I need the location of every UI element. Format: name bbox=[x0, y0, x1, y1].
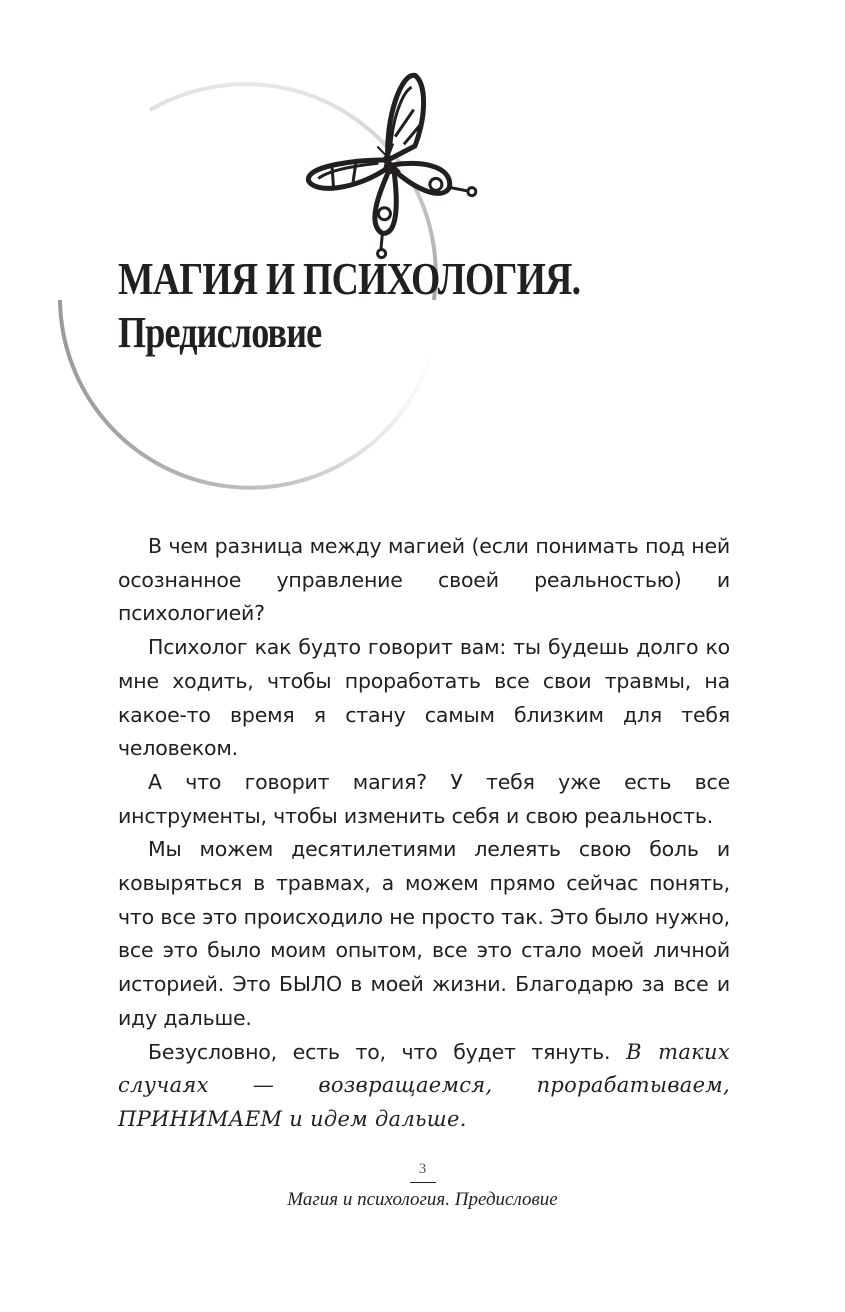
paragraph: В чем разница между магией (если понимать под ней осознанное управление своей реальностью) и психологией? bbox=[118, 534, 730, 626]
page-number-rule bbox=[410, 1182, 436, 1183]
chapter-title-sub: Предисловие bbox=[118, 308, 322, 357]
chapter-title bbox=[118, 252, 682, 360]
page-footer bbox=[0, 1160, 845, 1211]
paragraph: А что говорит магия? У тебя уже есть все инструменты, чтобы изменить себя и свою реальность. bbox=[118, 769, 730, 828]
paragraph-emphasis: В таких случаях — возвращаемся, прорабатываем, ПРИНИМАЕМ и идем дальше. bbox=[118, 1039, 730, 1131]
paragraph bbox=[118, 1036, 730, 1137]
paragraph-lead: Безусловно, есть то, что будет тянуть. bbox=[148, 1039, 627, 1064]
paragraph: Психолог как будто говорит вам: ты будешь долго ко мне ходить, чтобы проработать все свои травмы, на какое-то время я стану самым близким для тебя человеком. bbox=[118, 635, 730, 761]
page-number: 3 bbox=[418, 1161, 427, 1177]
butterfly-icon bbox=[287, 68, 486, 272]
chapter-body bbox=[118, 530, 730, 1137]
chapter-title-main: МАГИЯ И ПСИХОЛОГИЯ. bbox=[118, 253, 581, 304]
paragraph: Мы можем десятилетиями лелеять свою боль и ковыряться в травмах, а можем прямо сейчас понять, что все это происходило не просто так. Это было нужно, все это было моим опытом, все это стало моей личной историей. Это БЫЛО в моей жизни. Благодарю за все и иду дальше. bbox=[118, 837, 730, 1030]
running-title: Магия и психология. Предисловие bbox=[287, 1189, 558, 1210]
